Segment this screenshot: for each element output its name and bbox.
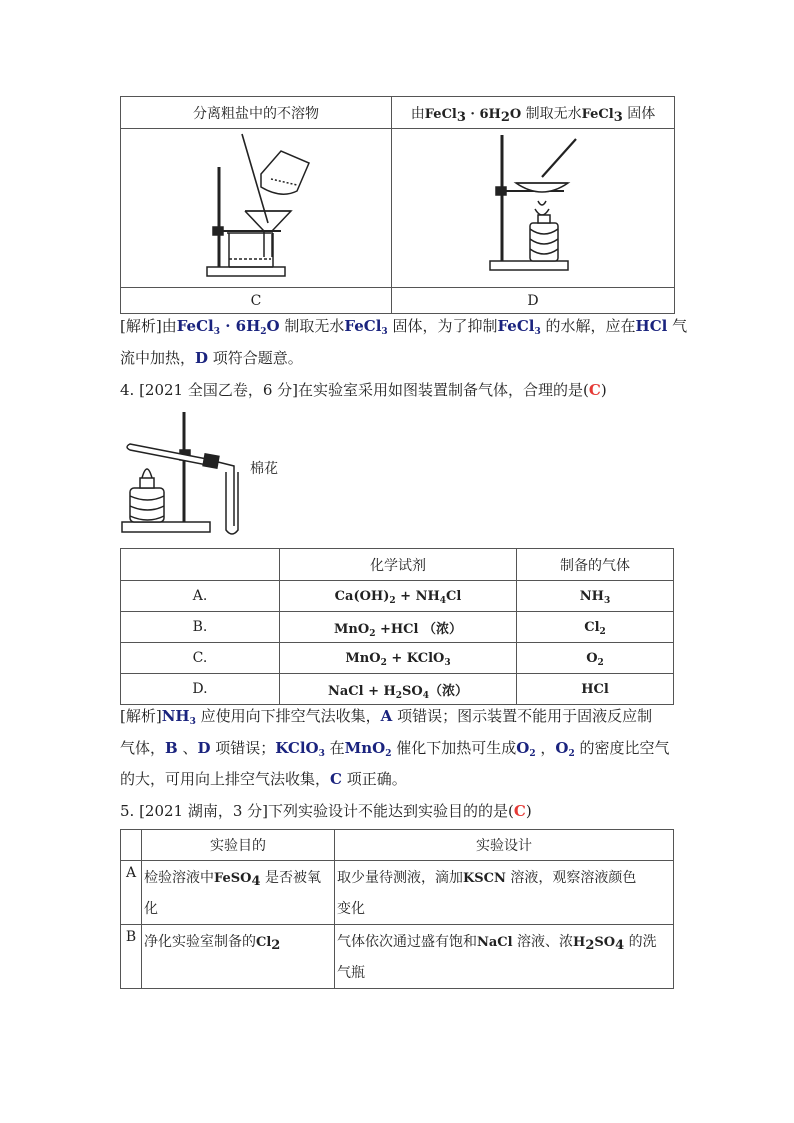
question-5-answer: C (513, 802, 526, 820)
option-label: C. (121, 643, 280, 674)
reagents-table-corner (121, 549, 280, 581)
option-label: B. (121, 612, 280, 643)
experiment-design-table (120, 829, 674, 989)
design-cell: 取少量待测液，滴加KSCN 溶液，观察溶液颜色 变化 (335, 861, 674, 925)
gas-column-header: 制备的气体 (517, 549, 674, 581)
reagents-column-header: 化学试剂 (280, 549, 517, 581)
gas-cell: HCl (517, 674, 674, 705)
reagent-cell: $Ca(OH)_2 + NH_4Cl$ (280, 581, 517, 612)
gas-cell: $Cl_2$ (517, 612, 674, 643)
question-4-answer: C (588, 381, 601, 399)
table-row (121, 861, 674, 925)
dehydration-header (392, 97, 675, 129)
option-label: A (121, 861, 142, 925)
analysis-2-line-2: 气体，B 、D 项错误；KClO$_3$ 在MnO$_2$ 催化下加热可生成$O_2$ ，$O_2$ 的密度比空气 (120, 739, 670, 759)
reagent-cell: MnO$_2$ +HCl （浓） (280, 612, 517, 643)
reagent-cell: NaCl + $H_2SO_4$（浓） (280, 674, 517, 705)
analysis-1-line-2: 流中加热，D 项符合题意。 (120, 349, 303, 367)
table-row (121, 612, 674, 643)
experiment-table-corner (121, 830, 142, 861)
purpose-cell: 检验溶液中FeSO$_4$ 是否被氧 化 (142, 861, 335, 925)
filtration-apparatus-cell (121, 129, 392, 288)
filtration-header-text: 分离粗盐中的不溶物 (193, 105, 319, 122)
table-row (121, 581, 674, 612)
question-4-stem: 4. [2021 全国乙卷，6 分]在实验室采用如图装置制备气体，合理的是(C) (120, 381, 607, 399)
purpose-cell: 净化实验室制备的$Cl_2$ (142, 925, 335, 989)
reagents-table (120, 548, 674, 705)
gas-cell: $O_2$ (517, 643, 674, 674)
dehydration-header-text: 由FeCl$_3$ · $6H_2O$ 制取无水FeCl$_3$ 固体 (410, 105, 656, 125)
gas-cell: $NH_3$ (517, 581, 674, 612)
dehydration-apparatus-cell (392, 129, 675, 288)
table-row (121, 674, 674, 705)
design-column-header: 实验设计 (335, 830, 674, 861)
analysis-2-line-3: 的大，可用向上排空气法收集，C 项正确。 (120, 770, 407, 788)
filtration-apparatus-diagram (121, 129, 391, 287)
option-c-label: C (121, 288, 392, 314)
apparatus-table (120, 96, 675, 314)
analysis-2-line-1: [解析]$NH_3$ 应使用向下排空气法收集，A 项错误；图示装置不能用于固液反应制 (120, 707, 653, 727)
analysis-1-line-1: [解析]由FeCl$_3$ · $6H_2O$ 制取无水FeCl$_3$ 固体，为了抑制FeCl$_3$ 的水解，应在HCl 气 (120, 317, 688, 337)
option-label: D. (121, 674, 280, 705)
table-row (121, 643, 674, 674)
cotton-label: 棉花 (250, 461, 278, 477)
purpose-column-header: 实验目的 (142, 830, 335, 861)
filtration-header (121, 97, 392, 129)
dehydration-apparatus-diagram (392, 129, 674, 287)
design-cell: 气体依次通过盛有饱和NaCl 溶液、浓$H_2SO_4$ 的洗 气瓶 (335, 925, 674, 989)
option-label: A. (121, 581, 280, 612)
table-row (121, 925, 674, 989)
option-d-label: D (392, 288, 675, 314)
reagent-cell: MnO$_2$ + KClO$_3$ (280, 643, 517, 674)
option-label: B (121, 925, 142, 989)
question-5-stem: 5. [2021 湖南，3 分]下列实验设计不能达到实验目的的是(C) (120, 802, 532, 820)
